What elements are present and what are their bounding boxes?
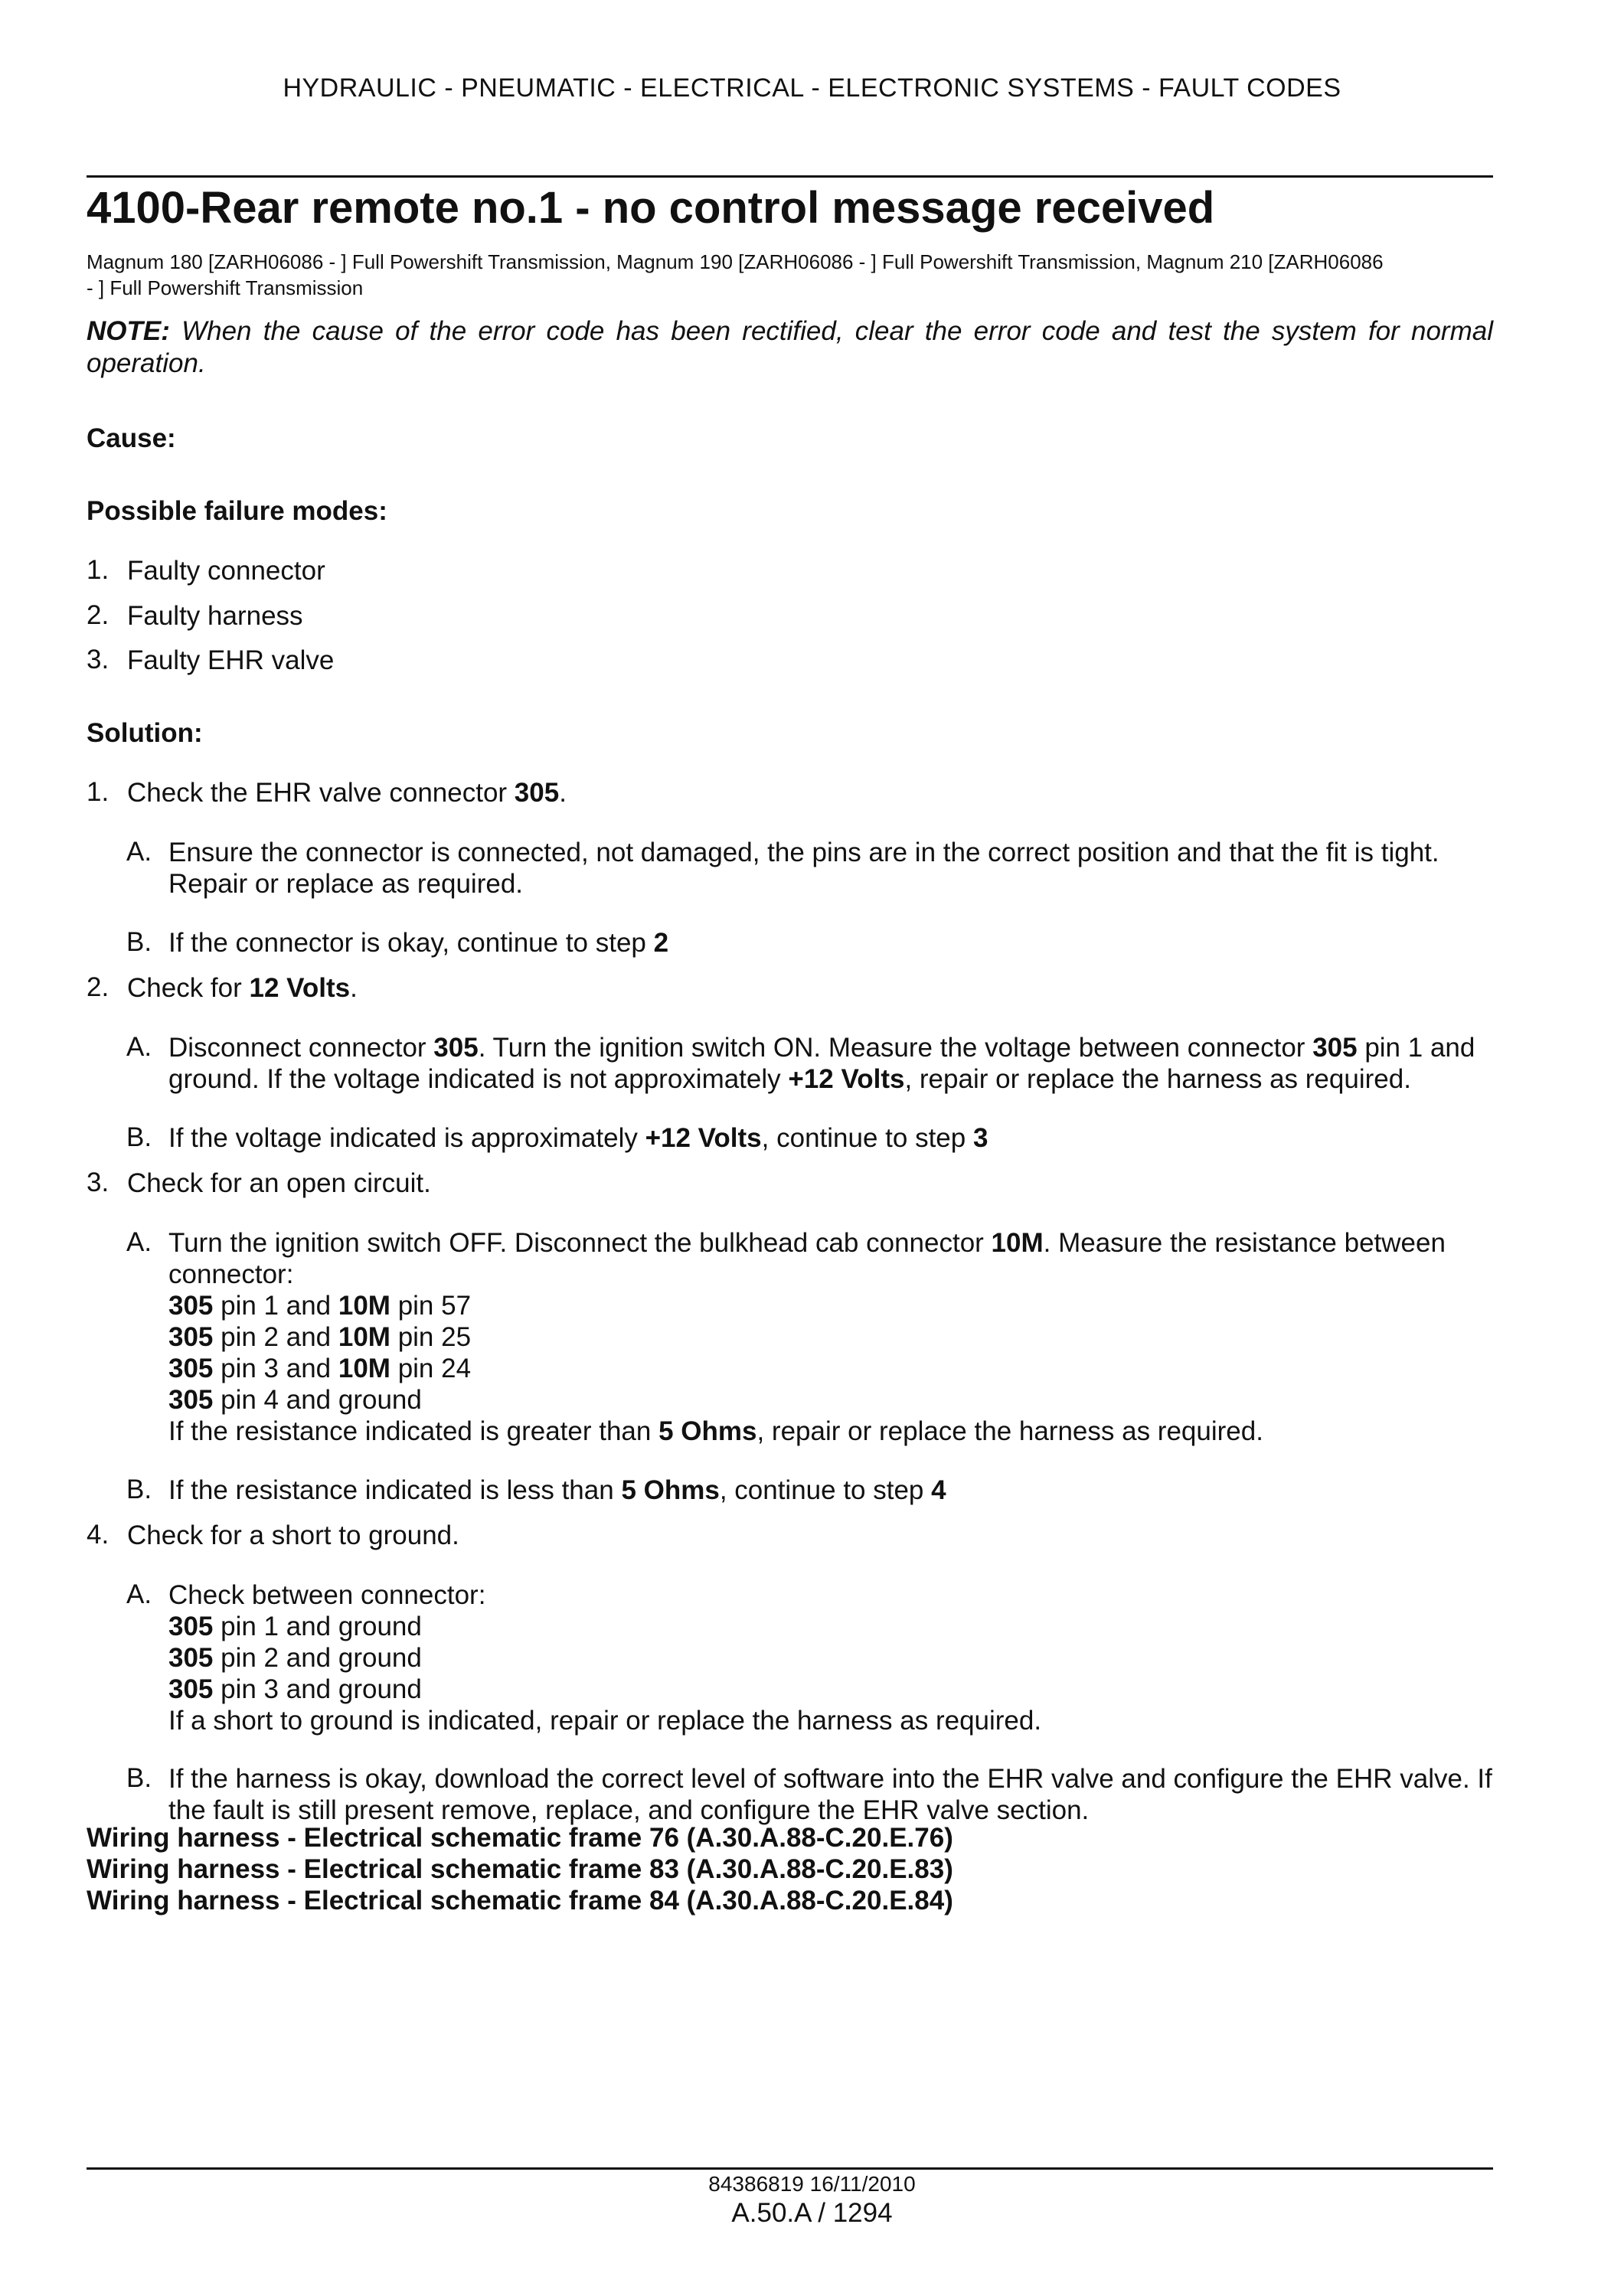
pin-text: pin 2 and — [213, 1322, 338, 1352]
pin-text: pin 4 and ground — [213, 1385, 422, 1415]
resistance-value: 5 Ohms — [658, 1416, 757, 1446]
step-4b: If the harness is okay, download the correct level of software into the EHR valve and configure the EHR valve. If the fault is still present remove, replace, and configure the EHR valve section. — [168, 1764, 1492, 1825]
step-4a — [168, 1579, 1493, 1736]
step-text: , repair or replace the harness as required. — [904, 1064, 1411, 1094]
substep-label: B. — [126, 1475, 152, 1504]
substep-label: B. — [126, 927, 152, 957]
page-header: HYDRAULIC - PNEUMATIC - ELECTRICAL - ELECTRONIC SYSTEMS - FAULT CODES — [283, 73, 1341, 103]
step-text: , repair or replace the harness as required. — [756, 1416, 1263, 1446]
failure-mode-item: Faulty connector — [127, 556, 325, 586]
step-3a — [168, 1227, 1493, 1447]
pin-text: pin 57 — [390, 1291, 472, 1321]
step-ref: 3 — [972, 1123, 988, 1153]
connector-ref: 305 — [514, 778, 560, 808]
step-text: . Turn the ignition switch ON. Measure the voltage between connector — [478, 1033, 1313, 1063]
connector-ref: 10M — [338, 1354, 390, 1383]
model-applicability — [87, 249, 1493, 301]
voltage-value: 12 Volts — [249, 973, 351, 1003]
step-text: Check the EHR valve connector — [127, 778, 515, 808]
cause-heading: Cause: — [87, 423, 176, 453]
step-2a — [168, 1032, 1493, 1095]
step-text: , continue to step — [761, 1123, 973, 1153]
step-text: If the connector is okay, continue to step — [168, 928, 654, 958]
step-text: . — [350, 973, 358, 1003]
connector-ref: 305 — [168, 1322, 214, 1352]
pin-text: pin 2 and ground — [213, 1643, 422, 1673]
step-1 — [127, 777, 567, 808]
connector-ref: 10M — [338, 1322, 390, 1352]
pin-text: pin 1 and ground — [213, 1612, 422, 1641]
voltage-value: +12 Volts — [788, 1064, 905, 1094]
substep-label: B. — [126, 1763, 152, 1793]
pin-text: pin 3 and ground — [213, 1674, 422, 1704]
step-ref: 2 — [653, 928, 669, 958]
substep-label: A. — [126, 1579, 152, 1609]
connector-ref: 305 — [433, 1033, 479, 1063]
step-2b — [168, 1122, 1493, 1154]
step-1b — [168, 927, 1493, 959]
step-3a-intro — [168, 1227, 1493, 1290]
step-3a-result — [168, 1416, 1493, 1447]
step-4: Check for a short to ground. — [127, 1520, 459, 1550]
connector-ref: 10M — [991, 1228, 1044, 1258]
list-item-number: 2. — [87, 600, 109, 630]
step-2 — [127, 972, 358, 1004]
connector-ref: 305 — [168, 1354, 214, 1383]
connector-ref: 10M — [338, 1291, 390, 1321]
pin-text: pin 24 — [390, 1354, 472, 1383]
note-label: NOTE: — [87, 316, 170, 346]
step-text: . Measure the resistance between connector: — [168, 1228, 1446, 1289]
measurement-row — [168, 1674, 1493, 1705]
step-text: pin 1 and ground. If the voltage indicated is not approximately — [168, 1033, 1475, 1094]
step-ref: 4 — [931, 1475, 946, 1505]
substep-label: B. — [126, 1122, 152, 1152]
models-line-1: Magnum 180 [ZARH06086 - ] Full Powershift Transmission, Magnum 190 [ZARH06086 - ] Full Powershift Transmission, Magnum 210 [ZARH06086 — [87, 250, 1384, 273]
step-text: If a short to ground is indicated, repair or replace the harness as required. — [168, 1706, 1042, 1736]
step-number: 2. — [87, 972, 109, 1002]
step-1a: Ensure the connector is connected, not damaged, the pins are in the correct position and that the fit is tight. Repair or replace as required. — [168, 838, 1439, 899]
step-number: 1. — [87, 777, 109, 807]
footer-rule — [87, 2167, 1493, 2170]
step-3b — [168, 1475, 1493, 1506]
voltage-value: +12 Volts — [645, 1123, 762, 1153]
connector-ref: 305 — [168, 1674, 214, 1704]
models-line-2: - ] Full Powershift Transmission — [87, 276, 364, 299]
schematic-link[interactable]: Wiring harness - Electrical schematic frame 76 (A.30.A.88-C.20.E.76) — [87, 1823, 953, 1853]
header-rule — [87, 175, 1493, 178]
measurement-row — [168, 1611, 1493, 1642]
schematic-links — [87, 1822, 953, 1916]
note-text: When the cause of the error code has been rectified, clear the error code and test the system for normal operation. — [87, 316, 1493, 378]
step-text: Check between connector: — [168, 1580, 486, 1610]
list-item-number: 3. — [87, 645, 109, 674]
step-number: 4. — [87, 1520, 109, 1550]
substep-label: A. — [126, 1227, 152, 1257]
measurement-row — [168, 1384, 1493, 1416]
failure-mode-item: Faulty harness — [127, 601, 303, 631]
measurement-row — [168, 1642, 1493, 1674]
pin-text: pin 3 and — [213, 1354, 338, 1383]
connector-ref: 305 — [168, 1291, 214, 1321]
measurement-row — [168, 1321, 1493, 1353]
page-number: A.50.A / 1294 — [731, 2198, 893, 2228]
step-text: If the resistance indicated is greater than — [168, 1416, 659, 1446]
substep-label: A. — [126, 837, 152, 867]
note-paragraph — [87, 315, 1493, 380]
solution-heading: Solution: — [87, 718, 203, 748]
resistance-value: 5 Ohms — [621, 1475, 720, 1505]
connector-ref: 305 — [168, 1385, 214, 1415]
failure-modes-heading: Possible failure modes: — [87, 496, 387, 526]
connector-ref: 305 — [1312, 1033, 1358, 1063]
measurement-row — [168, 1290, 1493, 1321]
step-3: Check for an open circuit. — [127, 1168, 431, 1198]
page-title: 4100-Rear remote no.1 - no control message received — [87, 183, 1215, 233]
list-item-number: 1. — [87, 555, 109, 585]
measurement-row — [168, 1353, 1493, 1384]
step-number: 3. — [87, 1168, 109, 1197]
connector-ref: 305 — [168, 1612, 214, 1641]
step-text: Turn the ignition switch OFF. Disconnect the bulkhead cab connector — [168, 1228, 992, 1258]
schematic-link[interactable]: Wiring harness - Electrical schematic frame 83 (A.30.A.88-C.20.E.83) — [87, 1854, 953, 1884]
connector-ref: 305 — [168, 1643, 214, 1673]
step-text: , continue to step — [719, 1475, 932, 1505]
document-id: 84386819 16/11/2010 — [708, 2172, 916, 2196]
step-text: If the resistance indicated is less than — [168, 1475, 622, 1505]
pin-text: pin 25 — [390, 1322, 472, 1352]
failure-mode-item: Faulty EHR valve — [127, 645, 335, 675]
step-text: If the voltage indicated is approximately — [168, 1123, 645, 1153]
step-text: Disconnect connector — [168, 1033, 434, 1063]
step-text: . — [559, 778, 567, 808]
substep-label: A. — [126, 1032, 152, 1062]
schematic-link[interactable]: Wiring harness - Electrical schematic frame 84 (A.30.A.88-C.20.E.84) — [87, 1886, 953, 1916]
step-text: Check for — [127, 973, 250, 1003]
pin-text: pin 1 and — [213, 1291, 338, 1321]
